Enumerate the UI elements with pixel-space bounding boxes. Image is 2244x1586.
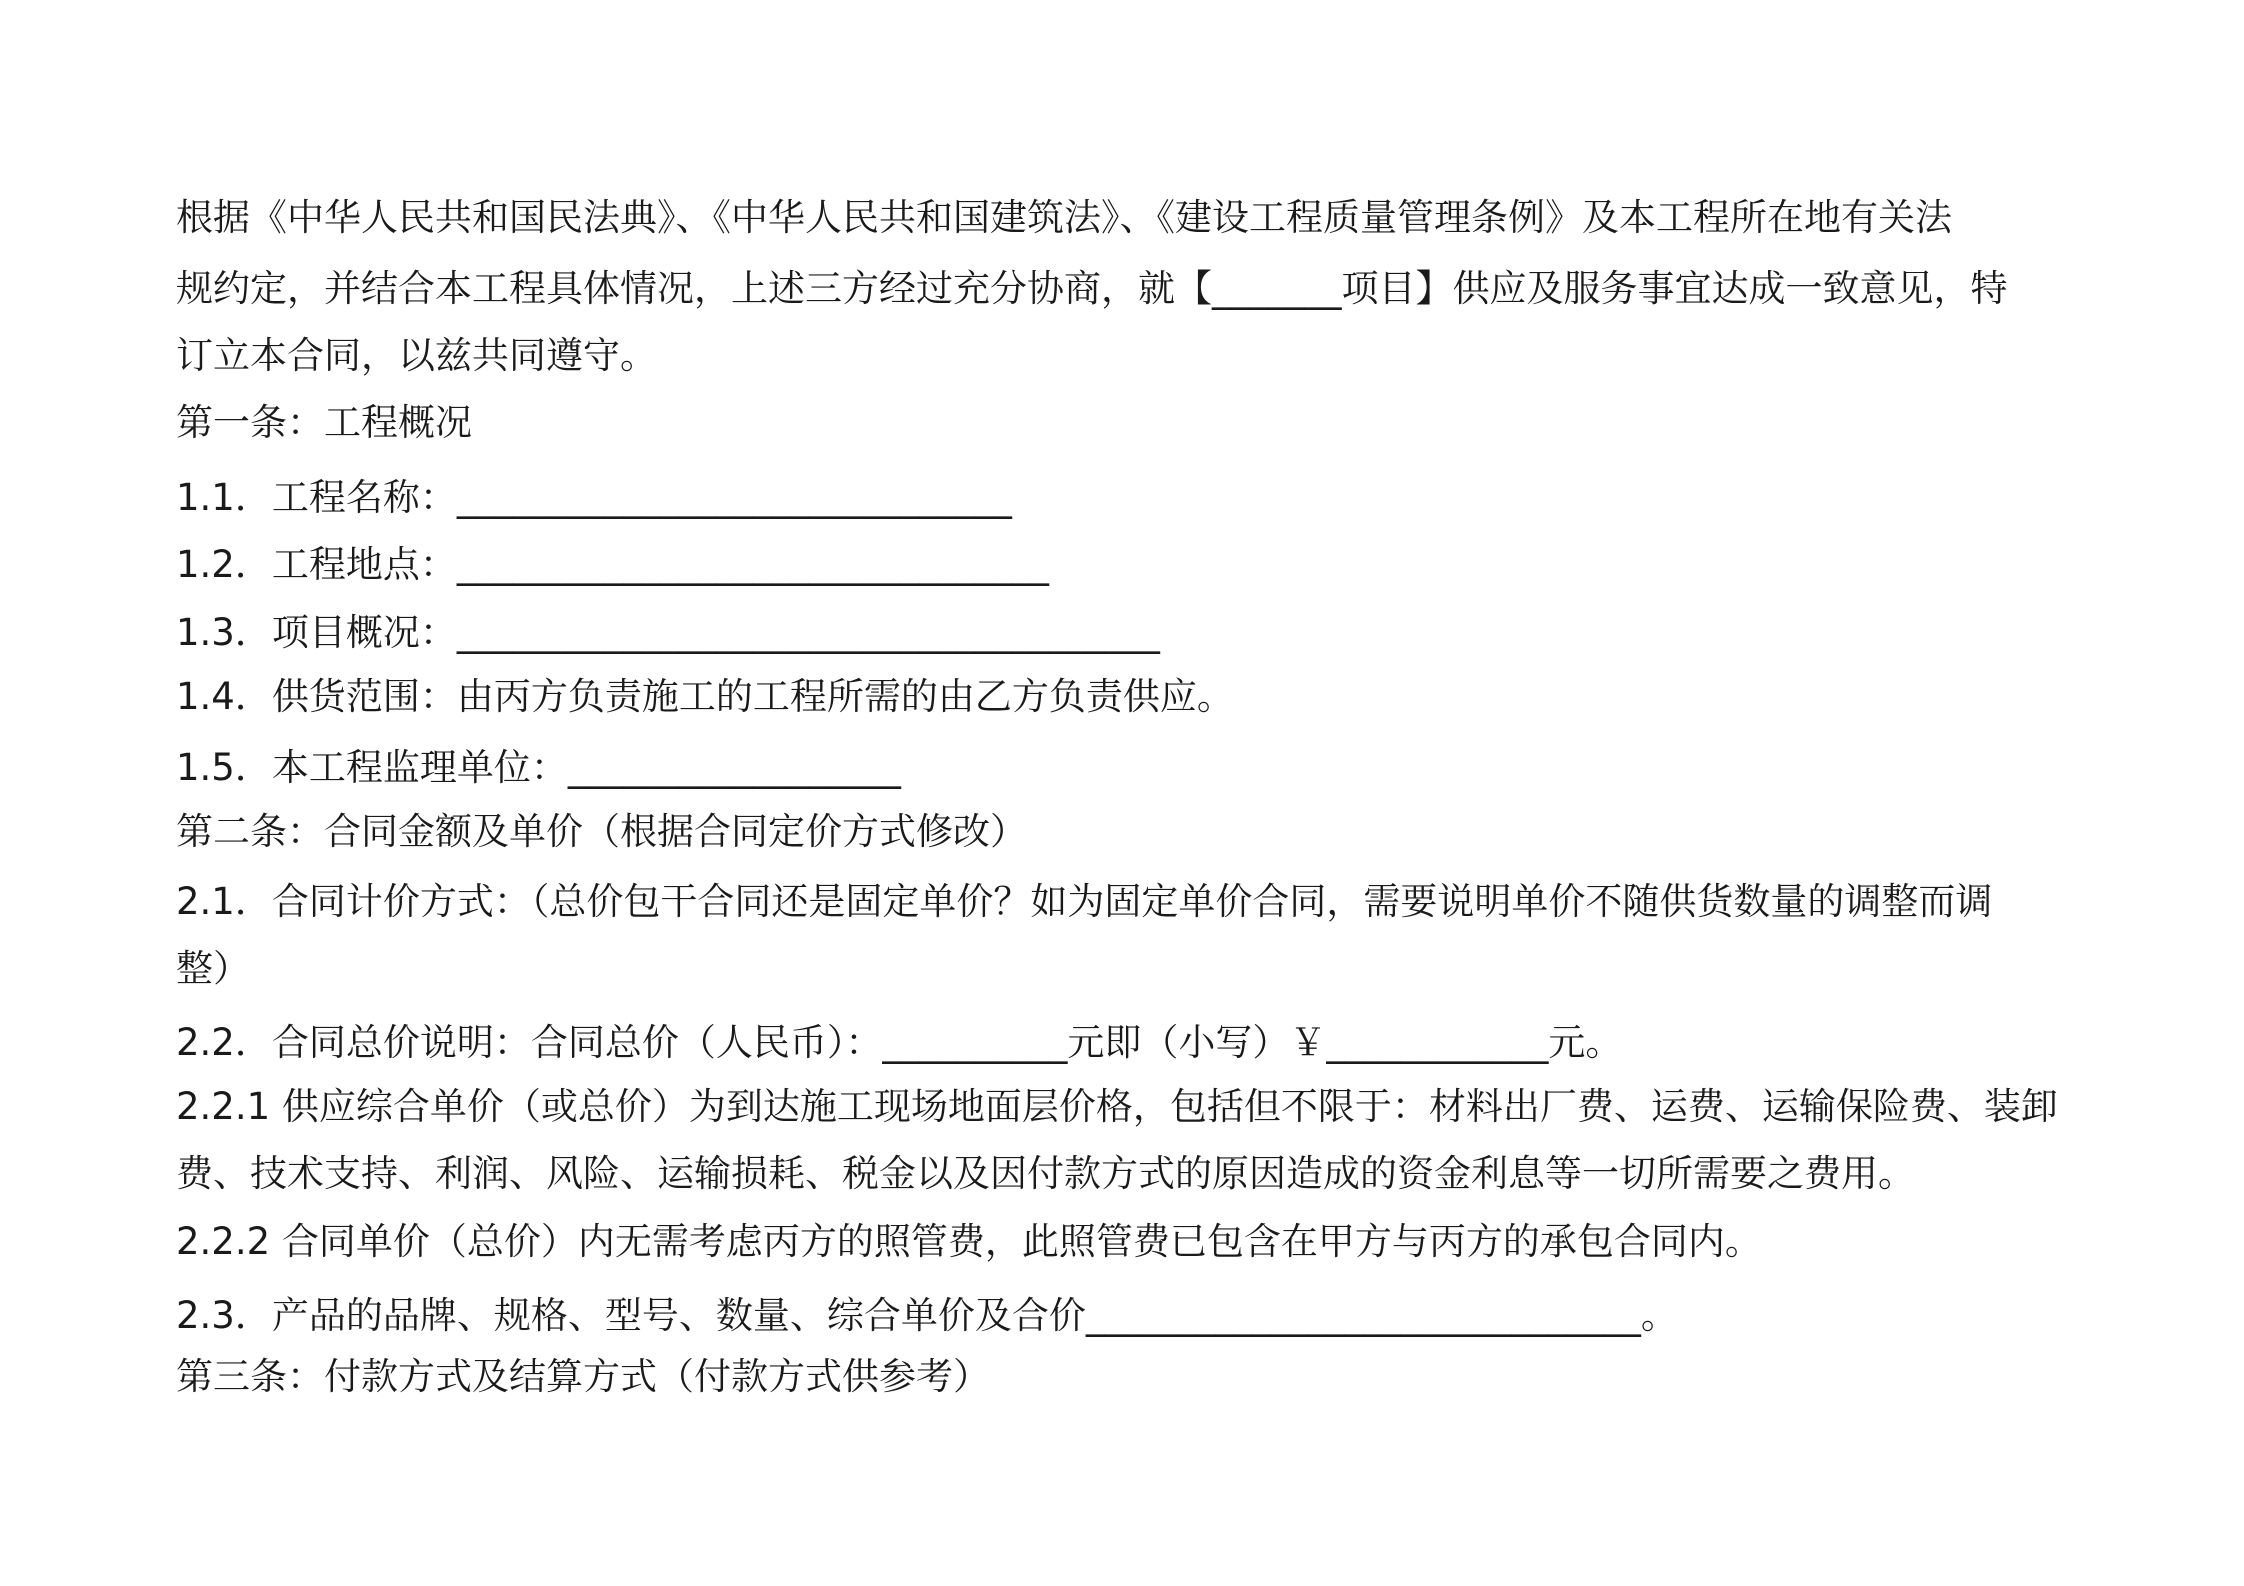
preamble-line-1: 根据《中华人民共和国民法典》、《中华人民共和国建筑法》、《建设工程质量管理条例》及本工程所在地有关法: [176, 196, 1952, 239]
preamble-line-3: 订立本合同，以兹共同遵守。: [176, 334, 657, 377]
clause-2-2-1-line-2: 费、技术支持、利润、风险、运输损耗、税金以及因付款方式的原因造成的资金利息等一切所需要之费用。: [176, 1152, 1915, 1195]
clause-1-2: 1.2．工程地点：________________________________: [176, 543, 1049, 586]
clause-1-1: 1.1．工程名称：______________________________: [176, 476, 1012, 519]
clause-2-3: 2.3．产品的品牌、规格、型号、数量、综合单价及合价______________________________。: [176, 1294, 1678, 1337]
article-1-heading: 第一条：工程概况: [176, 401, 472, 444]
article-3-heading: 第三条：付款方式及结算方式（付款方式供参考）: [176, 1355, 990, 1398]
clause-2-2-1-line-1: 2.2.1 供应综合单价（或总价）为到达施工现场地面层价格，包括但不限于：材料出厂费、运费、运输保险费、装卸: [176, 1085, 2058, 1128]
clause-2-2-2: 2.2.2 合同单价（总价）内无需考虑丙方的照管费，此照管费已包含在甲方与丙方的承包合同内。: [176, 1220, 1762, 1263]
clause-1-3: 1.3．项目概况：______________________________________: [176, 611, 1160, 654]
clause-1-4: 1.4．供货范围：由丙方负责施工的工程所需的由乙方负责供应。: [176, 675, 1234, 718]
preamble-line-2: 规约定，并结合本工程具体情况，上述三方经过充分协商，就【_______项目】供应及服务事宜达成一致意见，特: [176, 267, 2008, 310]
article-2-heading: 第二条：合同金额及单价（根据合同定价方式修改）: [176, 810, 1027, 853]
clause-2-1-line-2: 整）: [176, 947, 250, 990]
clause-1-5: 1.5．本工程监理单位：__________________: [176, 746, 901, 789]
clause-2-1-line-1: 2.1．合同计价方式：（总价包干合同还是固定单价？如为固定单价合同，需要说明单价不随供货数量的调整而调: [176, 880, 1993, 923]
clause-2-2: 2.2．合同总价说明：合同总价（人民币）：__________元即（小写）￥____________元。: [176, 1021, 1623, 1064]
